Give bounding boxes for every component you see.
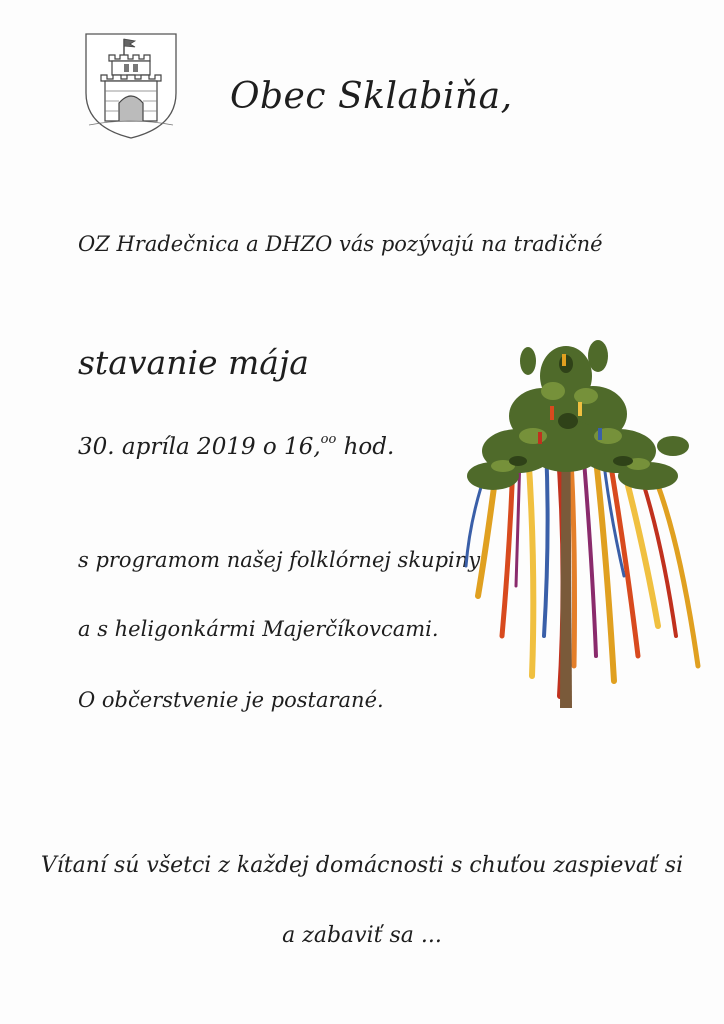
- closing-line-2: a zabaviť sa ...: [282, 923, 442, 948]
- event-name: stavanie mája: [78, 343, 309, 382]
- event-date-suffix: hod.: [336, 434, 395, 460]
- event-date-main: 30. apríla 2019 o 16,: [78, 434, 321, 460]
- invitation-intro: OZ Hradečnica a DHZO vás pozývajú na tradičné: [78, 232, 603, 256]
- program-line: s programom našej folklórnej skupiny: [78, 548, 481, 572]
- closing-line-1: Vítaní sú všetci z každej domácnosti s chuťou zaspievať si: [40, 853, 684, 878]
- page-title: Obec Sklabiňa,: [230, 76, 513, 117]
- decorated-maypole-icon: [458, 336, 708, 708]
- event-date-minutes: oo: [320, 432, 337, 447]
- event-date: [78, 432, 394, 460]
- castle-tower-crest-icon: [83, 31, 179, 141]
- refreshment-line: O občerstvenie je postarané.: [78, 688, 384, 712]
- music-line: a s heligonkármi Majerčíkovcami.: [78, 617, 439, 641]
